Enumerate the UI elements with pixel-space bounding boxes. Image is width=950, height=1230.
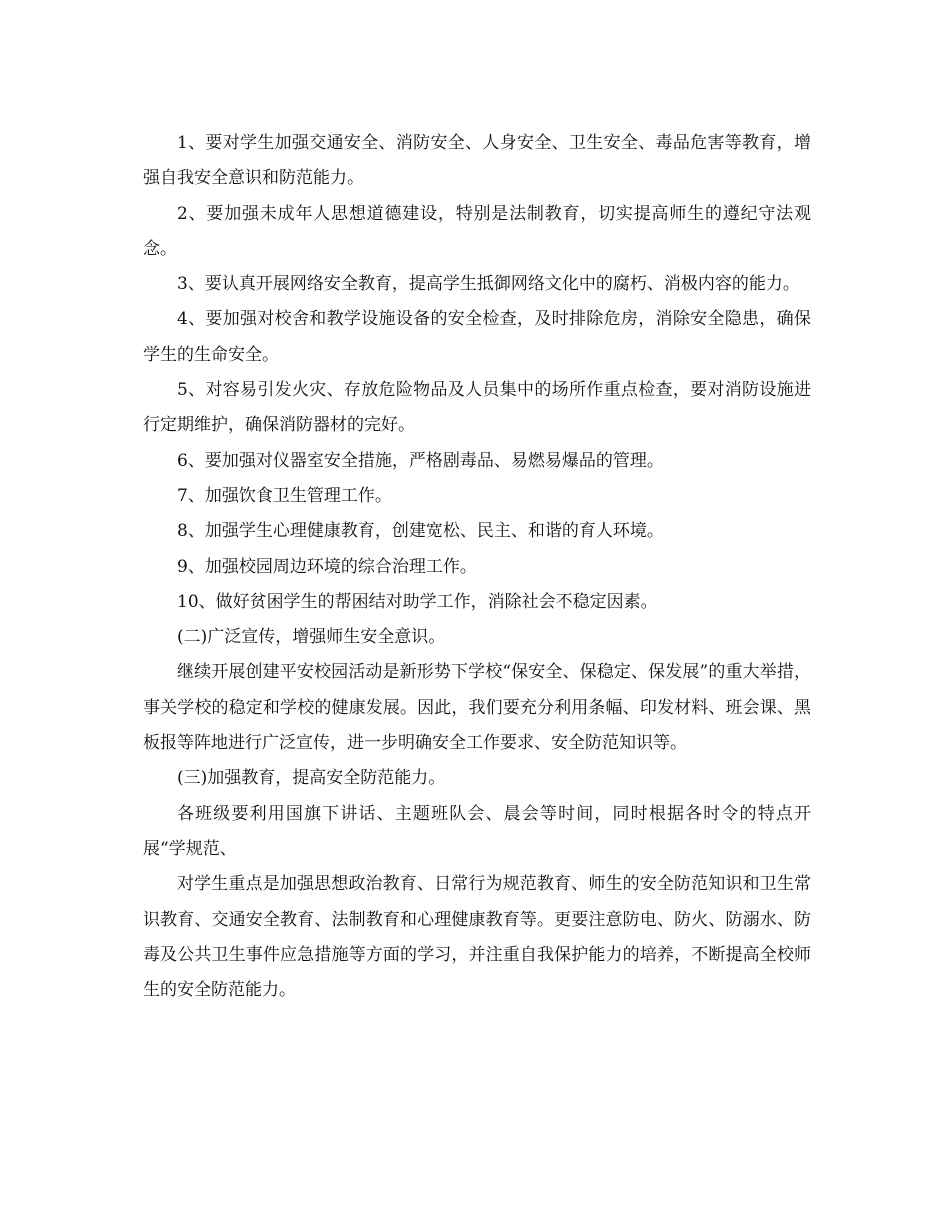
paragraph-item-5: 5、对容易引发火灾、存放危险物品及人员集中的场所作重点检查，要对消防设施进行定期维护，确保消防器材的完好。 [143,380,811,436]
paragraph-item-7: 7、加强饮食卫生管理工作。 [177,485,392,506]
paragraph-student-focus: 对学生重点是加强思想政治教育、日常行为规范教育、师生的安全防范知识和卫生常识教育、交通安全教育、法制教育和心理健康教育等。更要注意防电、防火、防溺水、防毒及公共卫生事件应急措施等方面的学习，并注重自我保护能力的培养，不断提高全校师生的安全防范能力。 [143,874,811,1001]
paragraph-item-4: 4、要加强对校舍和教学设施设备的安全检查，及时排除危房，消除安全隐患，确保学生的生命安全。 [143,309,811,365]
section-heading-education: (三)加强教育，提高安全防范能力。 [177,768,446,789]
paragraph-publicity: 继续开展创建平安校园活动是新形势下学校“保安全、保稳定、保发展”的重大举措，事关学校的稳定和学校的健康发展。因此，我们要充分利用条幅、印发材料、班会课、黑板报等阵地进行广泛宣传，进一步明确安全工作要求、安全防范知识等。 [143,662,811,754]
paragraph-item-10: 10、做好贫困学生的帮困结对助学工作，消除社会不稳定因素。 [177,591,658,612]
paragraph-item-6: 6、要加强对仪器室安全措施，严格剧毒品、易燃易爆品的管理。 [177,450,664,471]
paragraph-class-activities: 各班级要利用国旗下讲话、主题班队会、晨会等时间，同时根据各时令的特点开展“学规范、 [143,803,811,859]
paragraph-item-3: 3、要认真开展网络安全教育，提高学生抵御网络文化中的腐朽、消极内容的能力。 [177,274,800,295]
document-body [143,126,811,1008]
section-heading-publicity: (二)广泛宣传，增强师生安全意识。 [177,627,446,648]
paragraph-item-2: 2、要加强未成年人思想道德建设，特别是法制教育，切实提高师生的遵纪守法观念。 [143,203,811,259]
paragraph-item-1: 1、要对学生加强交通安全、消防安全、人身安全、卫生安全、毒品危害等教育，增强自我安全意识和防范能力。 [143,133,811,189]
paragraph-item-8: 8、加强学生心理健康教育，创建宽松、民主、和谐的育人环境。 [177,521,664,542]
paragraph-item-9: 9、加强校园周边环境的综合治理工作。 [177,556,477,577]
